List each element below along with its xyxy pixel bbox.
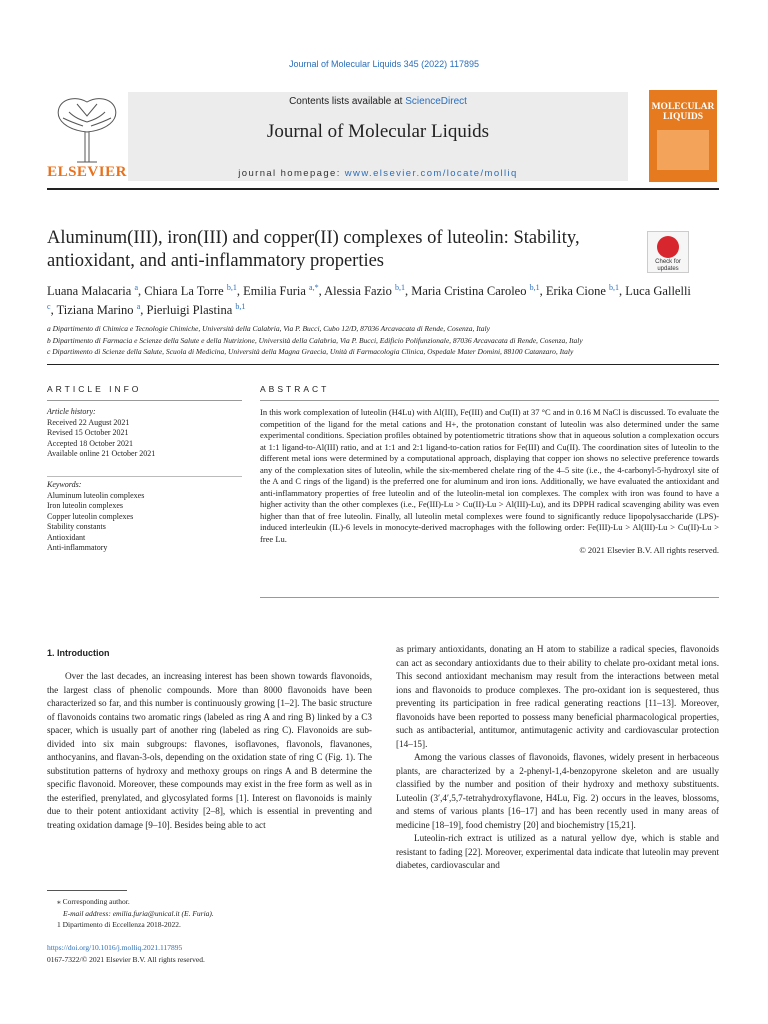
abstract-rule (260, 400, 719, 401)
article-title: Aluminum(III), iron(III) and copper(II) complexes of luteolin: Stability, antioxidant, and anti-inflammatory properties (47, 228, 580, 271)
issn-line: 0167-7322/© 2021 Elsevier B.V. All rights reserved. (47, 954, 205, 964)
author-name[interactable]: Pierluigi Plastina (146, 303, 233, 317)
doi-link[interactable]: https://doi.org/10.1016/j.molliq.2021.117895 (47, 943, 183, 952)
author-affiliation-marker[interactable]: a,* (309, 282, 319, 292)
footnotes (47, 896, 372, 931)
author-name[interactable]: Luana Malacaria (47, 284, 132, 298)
crossmark-icon (657, 236, 679, 258)
history-accepted: Accepted 18 October 2021 (47, 438, 133, 448)
keyword-item: Aluminum luteolin complexes (47, 490, 145, 500)
article-info-heading: ARTICLE INFO (47, 384, 142, 394)
footnote-corresponding: ⁎ Corresponding author. (57, 897, 130, 906)
keyword-item: Anti-inflammatory (47, 543, 108, 552)
author-name[interactable]: Alessia Fazio (324, 284, 392, 298)
cover-panel (657, 130, 709, 170)
author-name[interactable]: Emilia Furia (243, 284, 306, 298)
affiliation-c: c Dipartimento di Scienze della Salute, Scuola di Medicina, Università della Magna Graecia, Unità di Farmacologia Clinica, Ospedale Mater Domini, 88100 Catanzaro, Italy (47, 347, 574, 356)
crossmark-label: Check for updates (655, 259, 681, 272)
keywords-rule (47, 476, 242, 477)
author-affiliation-marker[interactable]: b,1 (235, 301, 246, 311)
body-paragraph: as primary antioxidants, donating an H atom to stabilize a radical species, flavonoids can act as secondary antioxidants due to their ability to chelate pro-oxidant metal ions. This second antioxidant mechanism may result from the interactions between metal ions and flavonoids to produce complexes. The pro-oxidant ion is sequestered, thus preventing its participation in free radical generating reactions [11–13]. Moreover, flavonoids have been reported to possess many beneficial pharmacological properties, such as antibacterial, antitumor, antimutagenic activity and cardiovascular protection [14–15]. (396, 644, 719, 749)
journal-title: Journal of Molecular Liquids (266, 121, 490, 142)
author-name[interactable]: Tiziana Marino (56, 303, 134, 317)
abstract-end-rule (260, 597, 719, 598)
elsevier-wordmark: ELSEVIER (47, 164, 127, 180)
abstract-body (260, 407, 719, 557)
keywords-label: Keywords: (47, 480, 82, 489)
body-column-right (396, 643, 719, 873)
affiliations (47, 323, 727, 358)
keyword-item: Stability constants (47, 522, 106, 531)
author-affiliation-marker[interactable]: a (134, 282, 139, 292)
author-affiliation-marker[interactable]: b,1 (226, 282, 237, 292)
author-affiliation-marker[interactable]: b,1 (394, 282, 405, 292)
contents-prefix: Contents lists available at (289, 96, 406, 107)
author-affiliation-marker[interactable]: b,1 (529, 282, 540, 292)
homepage-prefix: journal homepage: (238, 168, 345, 179)
keywords-list (47, 480, 242, 554)
abstract-text: In this work complexation of luteolin (H4Lu) with Al(III), Fe(III) and Cu(II) at 37 °C and in 0.16 M NaCl is discussed. To evaluate the competition of the ligand for the metal cations and H+, the protonation constant of luteolin was also determined under the same experimental conditions. Speciation profiles obtained by potentiometric titrations show that in aqueous solution a complexation occurs at 1:1 ligand-to-Al(III) ratio, and at 1:1 and 2:1 ligand-to-cation ratios for Fe(III) and Cu(II). The coordination sites of luteolin to the different metal ions were determined by a computational approach, displaying that copper ion shows no selective preference towards any of the complexation sites of luteolin, while the six-membered chelate ring of the 4–5 site (i.e., the 4-carbonyl-5-hydroxyl site of the A and C rings of the ligand) is the preferred one for aluminum and iron ions. Additionally, we have evaluated the antioxidant and anti-inflammatory properties of free luteolin and of the luteolin-metal ion complexes. The complex with iron was found to have a higher activity than the other complexes (i.e., Fe(III)-Lu > Cu(II)-Lu > Al(III)-Lu), and its DPPH radical scavenging ability was even higher than that of free luteolin. Finally, all luteolin metal complexes were found to significantly reduce lipopolysaccharide (LPS)-induced interleukin (IL)-6 levels in monocyte-derived macrophages with the following order: Fe(III)-Lu > Al(III)-Lu > Cu(II)-Lu > free Lu. (260, 407, 719, 544)
article-history (47, 407, 242, 460)
keyword-item: Antioxidant (47, 532, 86, 542)
journal-citation-link[interactable]: Journal of Molecular Liquids 345 (2022) 117895 (289, 59, 479, 69)
journal-banner (128, 92, 628, 181)
introduction-heading: 1. Introduction (47, 648, 110, 658)
homepage-link[interactable]: www.elsevier.com/locate/molliq (344, 168, 518, 179)
history-online: Available online 21 October 2021 (47, 449, 156, 458)
history-label: Article history: (47, 407, 96, 416)
section-rule (47, 364, 719, 365)
author-name[interactable]: Erika Cione (545, 284, 606, 298)
footnote-email[interactable]: E-mail address: emilia.furia@unical.it (E. Furia). (63, 908, 214, 918)
body-paragraph: Among the various classes of flavonoids, flavones, widely present in herbaceous plants, are characterized by a 2-phenyl-1,4-benzopyrone skeleton and are usually classified by the number and position of their hydroxy and methoxy substituents. Luteolin (3′,4′,5,7-tetrahydroxyflavone, H4Lu, Fig. 2) occurs in the leaves, blossoms, and stems of various plants [16–17] and has been recently used in many areas of medicine [18–19], food chemistry [20] and biochemistry [15,21]. (396, 752, 719, 830)
homepage-line (128, 168, 628, 179)
footnote-dept: 1 Dipartimento di Eccellenza 2018-2022. (57, 920, 181, 929)
keyword-item: Copper luteolin complexes (47, 511, 134, 521)
keyword-item: Iron luteolin complexes (47, 501, 123, 510)
affiliation-b: b Dipartimento di Farmacia e Scienze della Salute e della Nutrizione, Università della Calabria, Via P. Bucci, Edificio Polifunzionale, 87036 Arcavacata di Rende, Cosenza, Italy (47, 335, 583, 345)
sciencedirect-link[interactable]: ScienceDirect (405, 96, 467, 107)
author-name[interactable]: Luca Gallelli (625, 284, 691, 298)
author-affiliation-marker[interactable]: b,1 (609, 282, 620, 292)
author-affiliation-marker[interactable]: c (47, 301, 51, 311)
author-name[interactable]: Maria Cristina Caroleo (411, 284, 527, 298)
cover-title: MOLECULAR LIQUIDS (651, 102, 715, 122)
footnote-rule (47, 890, 127, 891)
doi-block (47, 942, 372, 965)
author-list: Luana Malacaria $^a$, Chiara La Torre $^{b,1}$, Emilia Furia $^{a,*}$, Alessia Fazio $^{b,1}$, Maria Cristina Caroleo $^{b,1}$, Erika Cione $^{b,1}$, Luca Gallelli $^c$, Tiziana Marino $^a$, Pierluigi Plastina $^{b,1}$ (47, 282, 691, 317)
abstract-copyright: © 2021 Elsevier B.V. All rights reserved. (579, 545, 719, 555)
body-column-left (47, 670, 372, 832)
affiliation-a: a Dipartimento di Chimica e Tecnologie Chimiche, Università della Calabria, Via P. Bucci, Cubo 12/D, 87036 Arcavacata di Rende, Cosenza, Italy (47, 324, 490, 333)
history-revised: Revised 15 October 2021 (47, 428, 129, 437)
body-paragraph: Luteolin-rich extract is utilized as a natural yellow dye, which is stable and resistant to fading [22]. Moreover, experimental data indicate that luteolin may prevent diabetes, cardiovascular and (396, 833, 719, 870)
author-affiliation-marker[interactable]: a (136, 301, 141, 311)
journal-cover-thumbnail[interactable] (649, 90, 717, 182)
check-for-updates-button[interactable] (647, 231, 689, 273)
contents-line (128, 96, 628, 107)
header-rule (47, 188, 719, 190)
author-name[interactable]: Chiara La Torre (144, 284, 224, 298)
article-info-rule (47, 400, 242, 401)
abstract-heading: ABSTRACT (260, 384, 330, 394)
history-received: Received 22 August 2021 (47, 417, 130, 427)
body-paragraph: Over the last decades, an increasing interest has been shown towards flavonoids, the largest class of phenolic compounds. More than 8000 flavonoids have been characterized so far, and this number is continuously growing [1–2]. The basic structure of flavonoids contains two aromatic rings (labeled as ring A and ring B) linked by a C3 spacer, which is usually part of another ring (labeled as ring C). Flavonoids are sub-divided into six main subgroups: flavones, isoflavones, flavonols, flavanones, anthocyanins, and flavan-3-ols, depending on the oxidation state of ring C (Fig. 1). The substitution patterns of hydroxy and methoxy groups on rings A and B determine the specific flavonoid. Moreover, these compounds may exist in the free form as well as in the esterified, prenylated, and glycosylated forms [1]. Interest on flavonoids is mainly due to their potent antioxidant activity [2–8], which is essential in preventing and treating oxidation damage [9–10]. Besides being able to act (47, 671, 372, 830)
